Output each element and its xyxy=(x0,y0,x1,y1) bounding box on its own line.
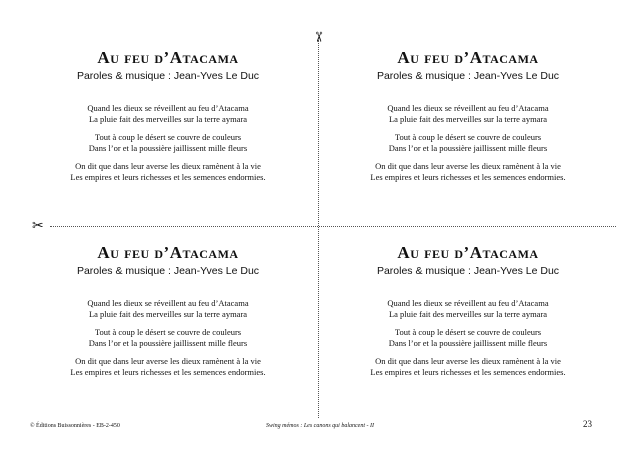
lyric-line: La pluie fait des merveilles sur la terre aymara xyxy=(88,309,248,319)
lyric-line: On dit que dans leur averse les dieux ramènent à la vie xyxy=(375,161,561,171)
verse-2 xyxy=(18,327,318,349)
song-title: Au feu d’Atacama xyxy=(397,48,539,67)
lyric-line: Tout à coup le désert se couvre de couleurs xyxy=(94,327,242,337)
lyric-line: Tout à coup le désert se couvre de couleurs xyxy=(394,132,542,142)
verse-1 xyxy=(318,298,618,320)
lyric-line: On dit que dans leur averse les dieux ramènent à la vie xyxy=(75,356,261,366)
lyric-line: Les empires et leurs richesses et les semences endormies. xyxy=(70,172,266,182)
lyric-line: La pluie fait des merveilles sur la terre aymara xyxy=(388,114,548,124)
song-card-top-right xyxy=(318,48,618,183)
scissors-icon: ✂ xyxy=(32,218,44,234)
lyric-line: Les empires et leurs richesses et les semences endormies. xyxy=(370,367,566,377)
lyric-line: On dit que dans leur averse les dieux ramènent à la vie xyxy=(75,161,261,171)
song-title: Au feu d’Atacama xyxy=(97,48,239,67)
song-card-bottom-left xyxy=(18,243,318,378)
lyric-line: Quand les dieux se réveillent au feu d’Atacama xyxy=(87,103,249,113)
song-title: Au feu d’Atacama xyxy=(397,243,539,262)
song-card-top-left xyxy=(18,48,318,183)
song-credits: Paroles & musique : Jean-Yves Le Duc xyxy=(376,70,560,82)
verse-3 xyxy=(18,161,318,183)
verse-3 xyxy=(318,161,618,183)
book-title-footer: Swing mémos : Les canons qui balancent - II xyxy=(266,423,374,429)
publisher-footer: © Éditions Buissonnières - EB-2-450 xyxy=(30,423,120,429)
verse-1 xyxy=(18,103,318,125)
lyric-line: Les empires et leurs richesses et les semences endormies. xyxy=(70,367,266,377)
lyric-line: La pluie fait des merveilles sur la terre aymara xyxy=(88,114,248,124)
lyric-line: Quand les dieux se réveillent au feu d’Atacama xyxy=(387,298,549,308)
song-credits: Paroles & musique : Jean-Yves Le Duc xyxy=(76,265,260,277)
lyric-line: On dit que dans leur averse les dieux ramènent à la vie xyxy=(375,356,561,366)
scissors-icon: ✂ xyxy=(309,31,326,43)
verse-2 xyxy=(318,327,618,349)
verse-2 xyxy=(18,132,318,154)
lyric-line: La pluie fait des merveilles sur la terre aymara xyxy=(388,309,548,319)
song-card-bottom-right xyxy=(318,243,618,378)
lyric-line: Quand les dieux se réveillent au feu d’Atacama xyxy=(87,298,249,308)
page-number: 23 xyxy=(583,419,592,429)
verse-1 xyxy=(18,298,318,320)
horizontal-cut-line xyxy=(50,226,616,227)
song-credits: Paroles & musique : Jean-Yves Le Duc xyxy=(76,70,260,82)
song-title: Au feu d’Atacama xyxy=(97,243,239,262)
lyric-line: Dans l’or et la poussière jaillissent mille fleurs xyxy=(388,143,548,153)
lyric-line: Dans l’or et la poussière jaillissent mille fleurs xyxy=(88,143,248,153)
lyric-line: Tout à coup le désert se couvre de couleurs xyxy=(94,132,242,142)
song-credits: Paroles & musique : Jean-Yves Le Duc xyxy=(376,265,560,277)
lyric-line: Quand les dieux se réveillent au feu d’Atacama xyxy=(387,103,549,113)
lyric-line: Dans l’or et la poussière jaillissent mille fleurs xyxy=(88,338,248,348)
lyric-line: Dans l’or et la poussière jaillissent mille fleurs xyxy=(388,338,548,348)
verse-2 xyxy=(318,132,618,154)
verse-3 xyxy=(18,356,318,378)
verse-3 xyxy=(318,356,618,378)
verse-1 xyxy=(318,103,618,125)
lyric-line: Les empires et leurs richesses et les semences endormies. xyxy=(370,172,566,182)
lyric-line: Tout à coup le désert se couvre de couleurs xyxy=(394,327,542,337)
